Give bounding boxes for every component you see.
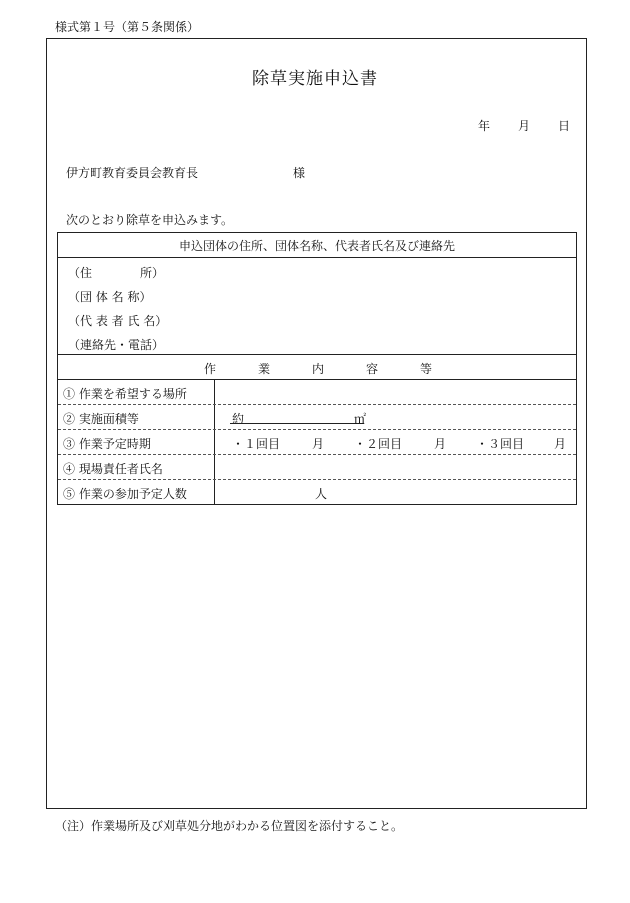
work-content-header bbox=[58, 355, 576, 380]
area-prefix: 約 bbox=[232, 412, 245, 426]
schedule-label: ③ 作業予定時期 bbox=[63, 437, 151, 451]
work-row-schedule bbox=[58, 430, 576, 455]
document-title: 除草実施申込書 bbox=[252, 69, 378, 89]
location-label: ① 作業を希望する場所 bbox=[63, 387, 187, 401]
area-input-line bbox=[230, 423, 364, 424]
address-label: （住 所） bbox=[68, 266, 165, 280]
applicant-header: 申込団体の住所、団体名称、代表者氏名及び連絡先 bbox=[58, 233, 576, 258]
addressee-honorific: 様 bbox=[293, 166, 306, 180]
date-month: 月 bbox=[518, 119, 531, 133]
date-year: 年 bbox=[478, 119, 491, 133]
work-row-supervisor bbox=[58, 455, 576, 480]
work-header-char: 作 bbox=[204, 362, 217, 376]
schedule-second: ・２回目 bbox=[354, 437, 403, 451]
work-header-char: 内 bbox=[312, 362, 325, 376]
area-unit: ㎡ bbox=[354, 412, 367, 426]
contact-label: （連絡先・電話） bbox=[68, 338, 165, 352]
work-row-area bbox=[58, 405, 576, 430]
work-header-char: 容 bbox=[366, 362, 379, 376]
work-header-char: 業 bbox=[258, 362, 271, 376]
schedule-first: ・１回目 bbox=[232, 437, 281, 451]
schedule-third-month: 月 bbox=[554, 437, 567, 451]
work-row-location bbox=[58, 380, 576, 405]
area-label: ② 実施面積等 bbox=[63, 412, 139, 426]
supervisor-label: ④ 現場責任者氏名 bbox=[63, 462, 163, 476]
representative-label: （代 表 者 氏 名） bbox=[68, 314, 168, 328]
schedule-first-month: 月 bbox=[312, 437, 325, 451]
addressee-name: 伊方町教育委員会教育長 bbox=[66, 166, 199, 180]
date-day: 日 bbox=[558, 119, 571, 133]
footnote: （注）作業場所及び刈草処分地がわかる位置図を添付すること。 bbox=[55, 819, 404, 833]
participants-label: ⑤ 作業の参加予定人数 bbox=[63, 487, 187, 501]
work-header-char: 等 bbox=[420, 362, 433, 376]
schedule-second-month: 月 bbox=[434, 437, 447, 451]
group-name-label: （団 体 名 称） bbox=[68, 290, 152, 304]
applicant-info-section bbox=[58, 258, 576, 355]
form-number: 様式第１号（第５条関係） bbox=[55, 20, 200, 34]
participants-unit: 人 bbox=[315, 487, 328, 501]
intro-text: 次のとおり除草を申込みます。 bbox=[66, 213, 234, 227]
application-table bbox=[57, 232, 577, 505]
work-row-participants bbox=[58, 480, 576, 504]
schedule-third: ・３回目 bbox=[476, 437, 525, 451]
